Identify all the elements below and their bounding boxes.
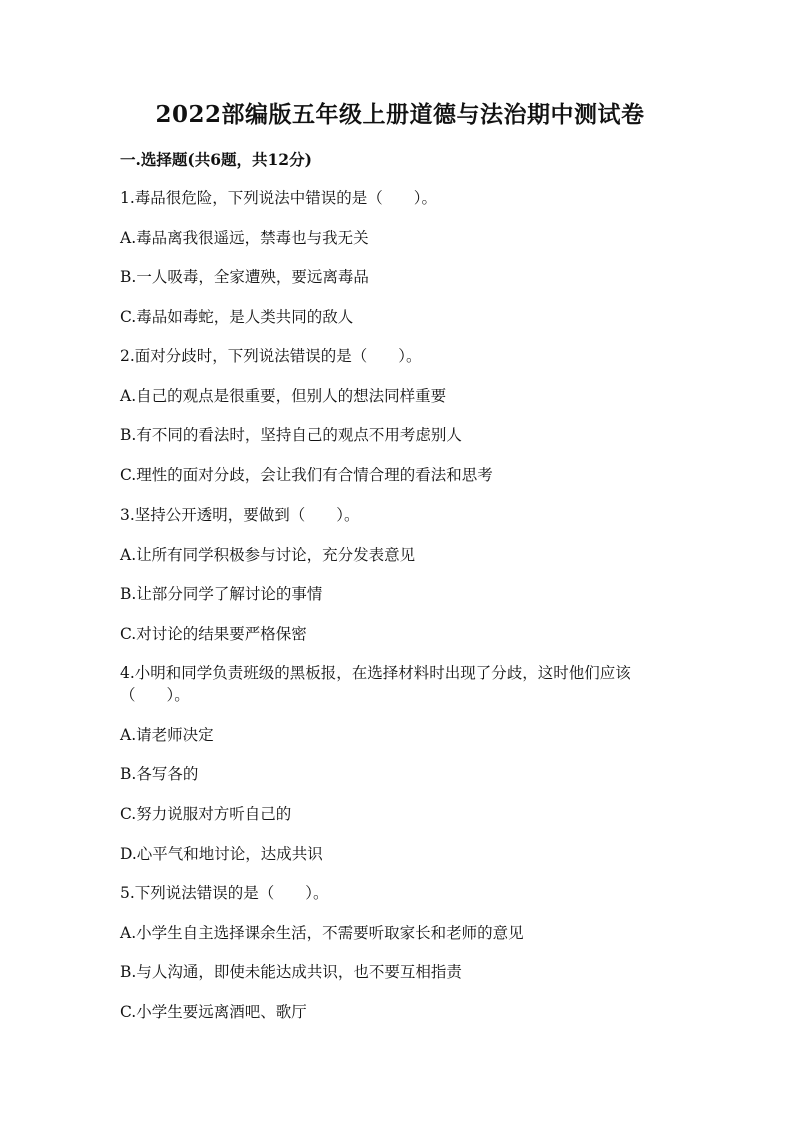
- question-4-option-c: C.努力说服对方听自己的: [120, 805, 292, 823]
- question-5-option-a: A.小学生自主选择课余生活，不需要听取家长和老师的意见: [120, 924, 524, 942]
- question-1-option-b: B.一人吸毒，全家遭殃，要远离毒品: [120, 268, 369, 286]
- question-3-option-c: C.对讨论的结果要严格保密: [120, 625, 307, 643]
- question-2-option-a: A.自己的观点是很重要，但别人的想法同样重要: [120, 387, 447, 405]
- question-4-stem: 4.小明和同学负责班级的黑板报，在选择材料时出现了分歧，这时他们应该（ ）。: [120, 664, 631, 704]
- question-1-option-a: A.毒品离我很遥远，禁毒也与我无关: [120, 229, 369, 247]
- question-4-option-b: B.各写各的: [120, 765, 199, 783]
- question-5-option-c: C.小学生要远离酒吧、歌厅: [120, 1003, 307, 1021]
- section-heading: 一.选择题(共6题，共12分): [120, 150, 312, 169]
- question-3-option-a: A.让所有同学积极参与讨论，充分发表意见: [120, 546, 416, 564]
- question-1-stem: 1.毒品很危险，下列说法中错误的是（ ）。: [120, 189, 438, 207]
- question-2-option-c: C.理性的面对分歧，会让我们有合情合理的看法和思考: [120, 466, 493, 484]
- question-4-option-a: A.请老师决定: [120, 726, 214, 744]
- question-1-option-c: C.毒品如毒蛇，是人类共同的敌人: [120, 308, 354, 326]
- question-4-option-d: D.心平气和地讨论，达成共识: [120, 845, 323, 863]
- question-5-option-b: B.与人沟通，即使未能达成共识，也不要互相指责: [120, 963, 462, 981]
- page-title: 2022部编版五年级上册道德与法治期中测试卷: [155, 101, 645, 128]
- question-2-option-b: B.有不同的看法时，坚持自己的观点不用考虑别人: [120, 426, 462, 444]
- question-5-stem: 5.下列说法错误的是（ ）。: [120, 884, 329, 902]
- question-3-option-b: B.让部分同学了解讨论的事情: [120, 585, 323, 603]
- question-2-stem: 2.面对分歧时，下列说法错误的是（ ）。: [120, 347, 422, 365]
- question-3-stem: 3.坚持公开透明，要做到（ ）。: [120, 506, 360, 524]
